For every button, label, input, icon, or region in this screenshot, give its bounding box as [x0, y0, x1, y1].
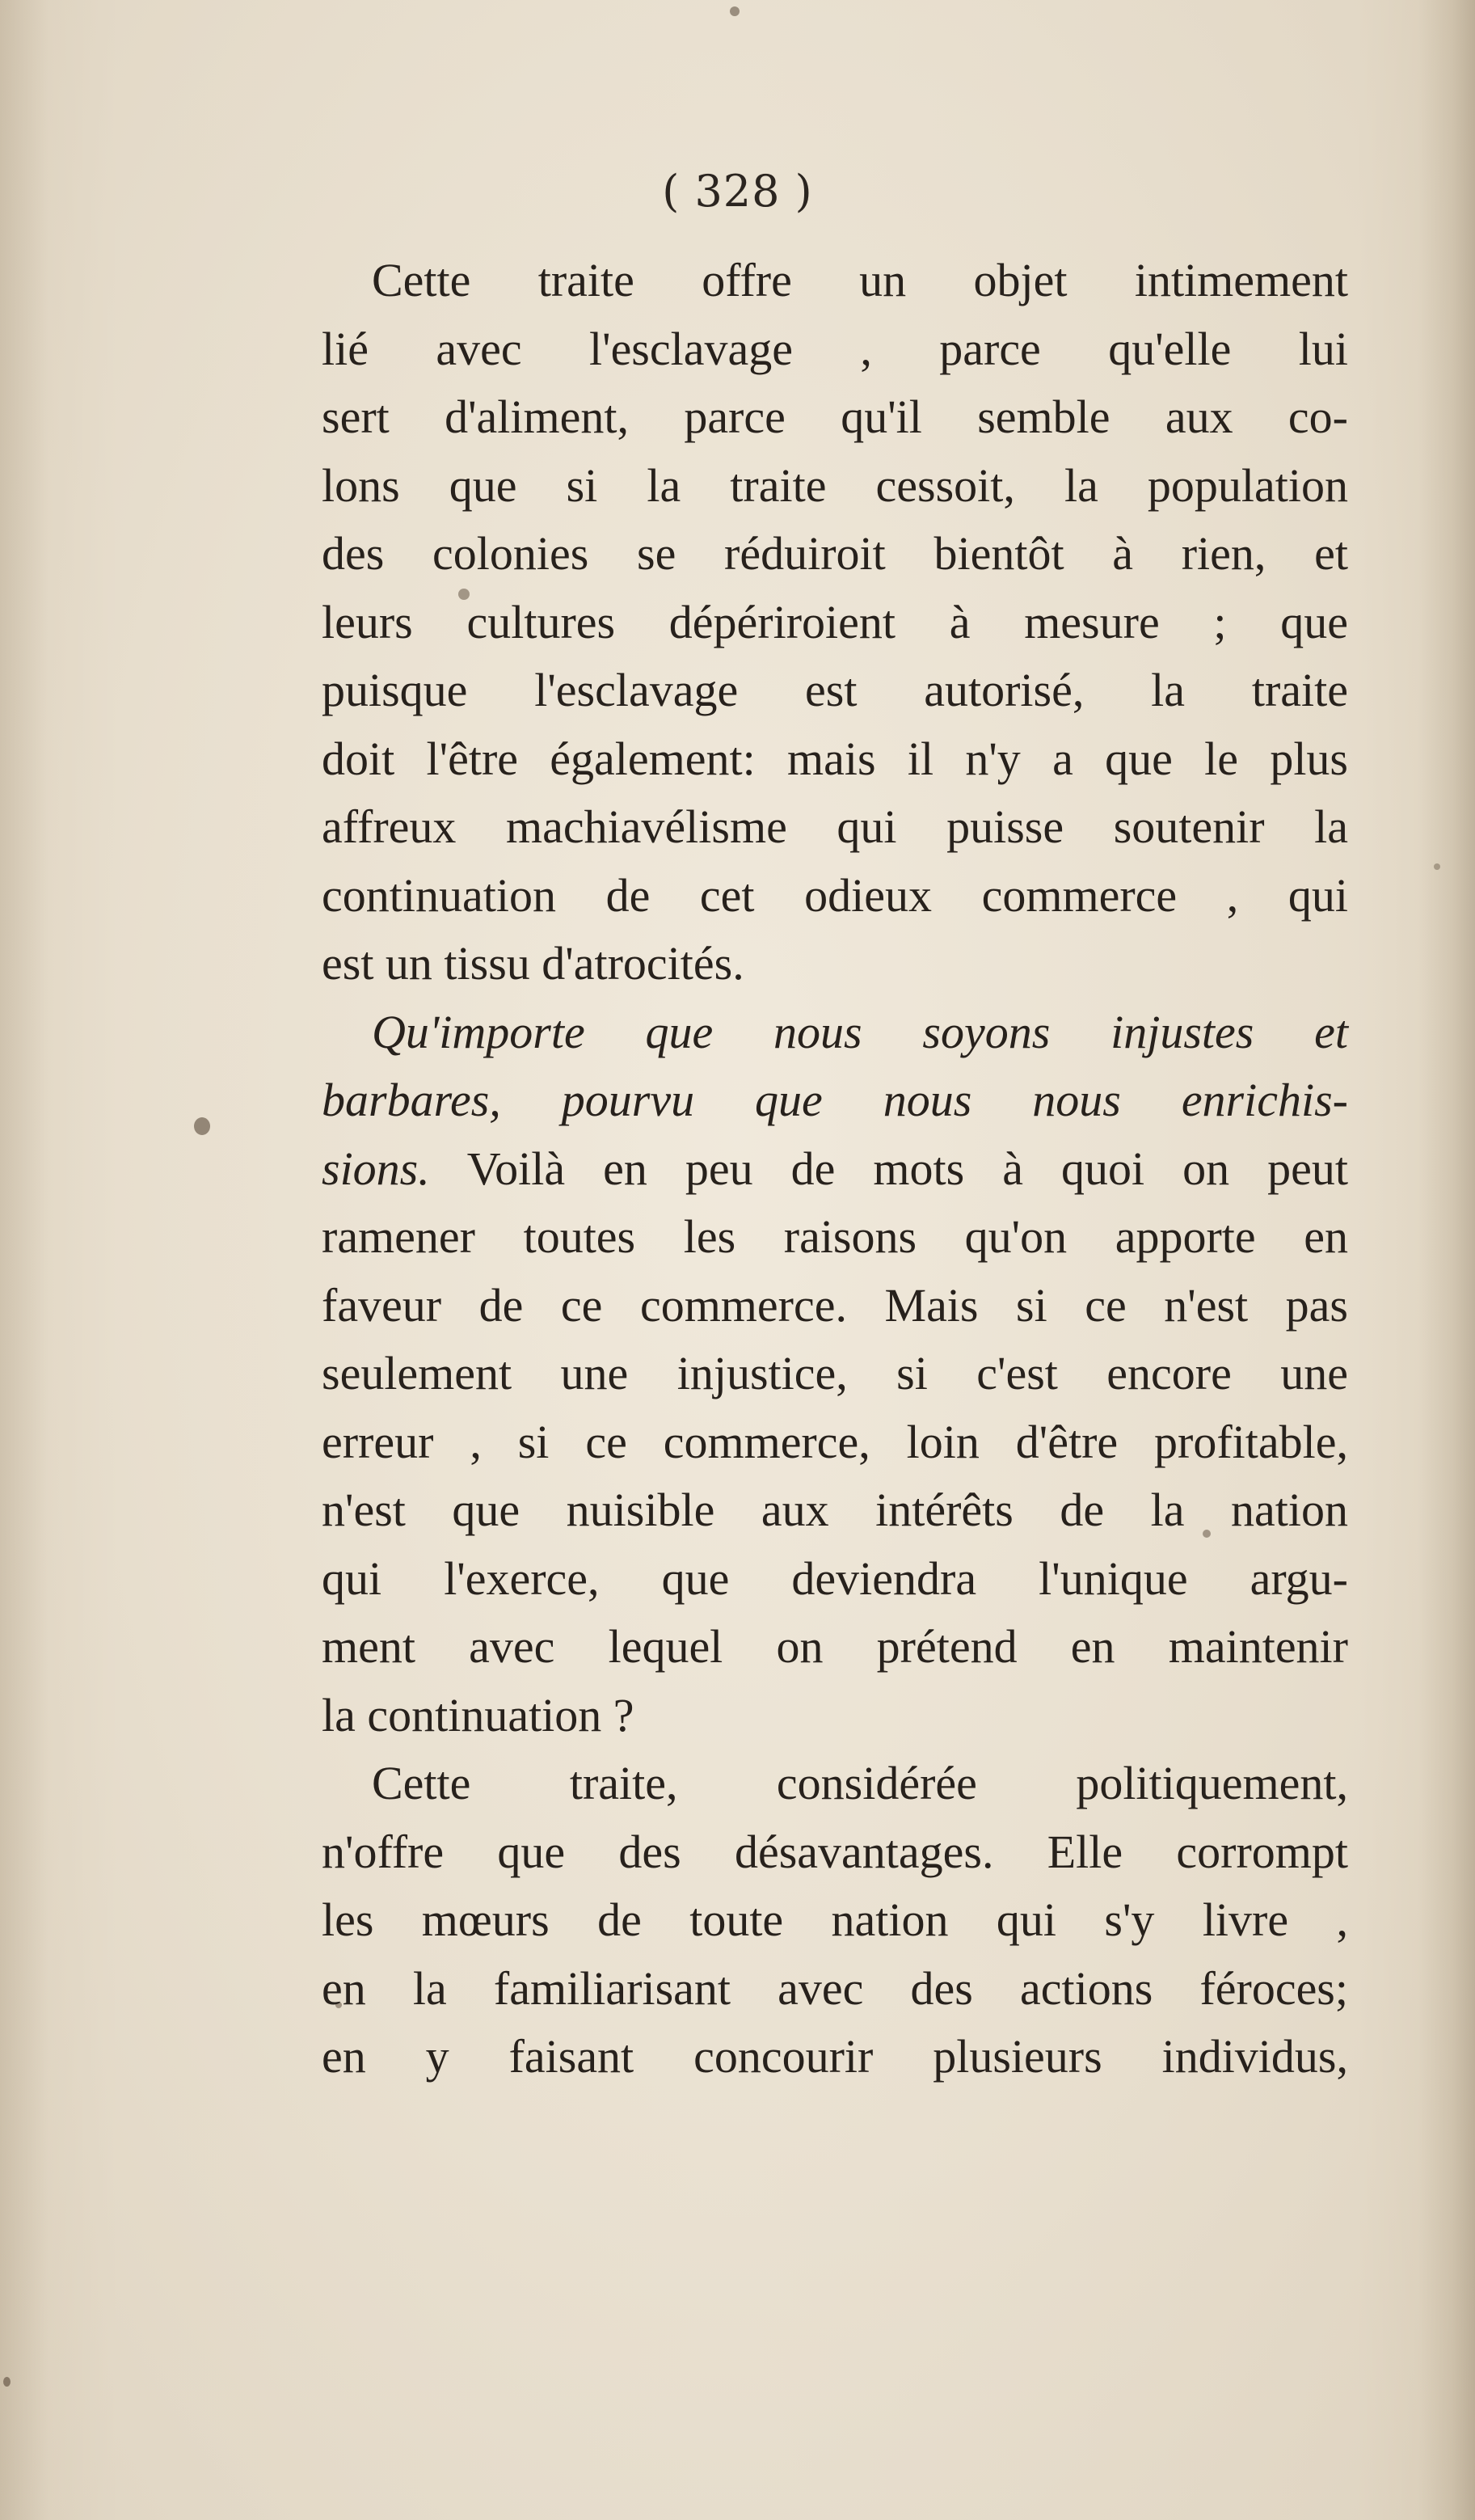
text-line: qui l'exerce, que deviendra l'unique argu- — [322, 1551, 1348, 1605]
text-line: la continuation ? — [322, 1688, 634, 1741]
paper-speck — [3, 2377, 11, 2387]
text-line: ment avec lequel on prétend en maintenir — [322, 1620, 1348, 1673]
text-line: leurs cultures dépériroient à mesure ; que — [322, 595, 1348, 648]
paper-speck — [194, 1117, 210, 1135]
text-line: sert d'aliment, parce qu'il semble aux co- — [322, 390, 1348, 443]
text-line-italic: barbares, pourvu que nous nous enrichis- — [322, 1074, 1348, 1126]
page-number: ( 328 ) — [662, 166, 813, 217]
text-line: erreur , si ce commerce, loin d'être profitable, — [322, 1415, 1348, 1468]
text-line: n'est que nuisible aux intérêts de la nation — [322, 1484, 1348, 1536]
text-line: affreux machiavélisme qui puisse soutenir la — [322, 800, 1348, 853]
text-line: puisque l'esclavage est autorisé, la traite — [322, 664, 1348, 716]
text-line: des colonies se réduiroit bientôt à rien, et — [322, 527, 1348, 580]
text-line: lons que si la traite cessoit, la population — [322, 458, 1348, 512]
text-line: continuation de cet odieux commerce , qui — [322, 868, 1348, 922]
text-line: ramener toutes les raisons qu'on apporte en — [322, 1210, 1348, 1263]
text-line: seulement une injustice, si c'est encore une — [322, 1347, 1348, 1399]
italic-run: sions. — [322, 1142, 430, 1195]
text-line: en y faisant concourir plusieurs individus, — [322, 2030, 1348, 2083]
text-line: est un tissu d'atrocités. — [322, 937, 744, 990]
page-right-shadow — [1418, 0, 1475, 2520]
text-line: doit l'être également: mais il n'y a que le plus — [322, 732, 1348, 785]
text-line: les mœurs de toute nation qui s'y livre , — [322, 1893, 1348, 1946]
text-line-italic: Qu'importe que nous soyons injustes et — [372, 1005, 1348, 1058]
text-line: n'offre que des désavantages. Elle corrompt — [322, 1825, 1348, 1878]
roman-run: Voilà en peu de mots à quoi on peut — [429, 1142, 1348, 1195]
text-line: lié avec l'esclavage , parce qu'elle lui — [322, 322, 1348, 375]
text-line-mixed — [322, 1135, 1348, 1204]
page-left-shadow — [0, 0, 48, 2520]
paper-speck — [730, 6, 740, 16]
paper-speck — [1434, 863, 1440, 870]
text-line: faveur de ce commerce. Mais si ce n'est pas — [322, 1278, 1348, 1332]
text-line: en la familiarisant avec des actions féroces; — [322, 1961, 1348, 2015]
text-line: Cette traite offre un objet intimement — [372, 254, 1348, 306]
text-line: Cette traite, considérée politiquement, — [372, 1757, 1348, 1809]
body-text — [322, 247, 1348, 2092]
